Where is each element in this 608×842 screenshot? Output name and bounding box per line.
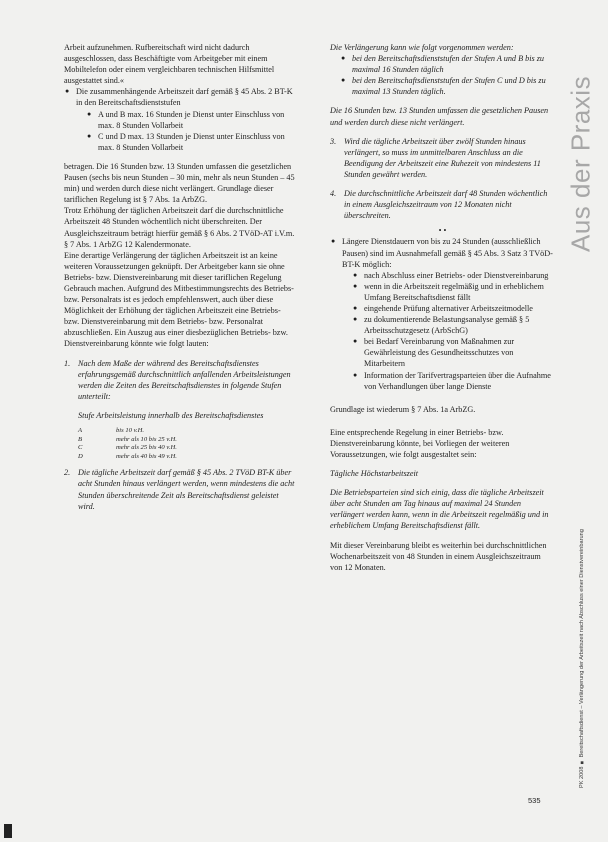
bullet-text: Längere Dienstdauern von bis zu 24 Stunden (ausschließlich Pausen) sind im Ausnahmefall gemäß § 45 Abs. 3 Satz 3 TVöD-BT-K möglich: [342,237,553,269]
condition-item: ● bei Bedarf Vereinbarung von Maßnahmen zur Gewährleistung des Gesundheitsschutzes von Mitarbeitern [352,336,555,369]
numbered-item-3 [330,136,555,180]
condition-item: ● eingehende Prüfung alternativer Arbeitszeitmodelle [352,303,555,314]
paragraph-verlaengerung-intro: Die Verlängerung kann wie folgt vorgenommen werden: [330,43,514,52]
condition-item: ● Information der Tarifvertragsparteien über die Aufnahme von Verhandlungen über lange Dienste [352,370,555,392]
condition-item: ● nach Abschluss einer Betriebs- oder Dienstvereinbarung [352,270,555,281]
bullet-text: Die zusammenhängende Arbeitszeit darf gemäß § 45 Abs. 2 BT-K in den Bereitschaftsdienststufen [76,87,293,108]
stufen-table [78,427,177,461]
right-column [330,42,555,573]
bullet-list-laengere-dienste [330,236,555,391]
numbered-item-2 [64,467,296,511]
item-text: Wird die tägliche Arbeitszeit über zwölf Stunden hinaus verlängert, so muss im unmittelbaren Anschluss an die Beendigung der Arbeitszeit eine Ruhezeit von mindestens 11 Stunden gewährt werden. [344,136,541,179]
paragraph-betragen: betragen. Die 16 Stunden bzw. 13 Stunden umfassen die gesetzlichen Pausen (sechs bis neun Stunden – 30 min, mehr als neun Stunden – 45 min) und werden durch diese nicht verlängert. Grundlage dieser tariflichen Regelung ist § 7 Abs. 1a ArbZG. [64,161,295,205]
table-row [78,453,177,462]
table-row [78,427,177,436]
condition-item: ● zu dokumentierende Belastungsanalyse gemäß § 5 Arbeitsschutzgesetz (ArbSchG) [352,314,555,336]
list-item: ● bei den Bereitschaftsdienststufen der Stufen A und B bis zu maximal 16 Stunden täglich [340,53,555,75]
bullet-zusammenhaengende-arbeitszeit [64,86,296,153]
paragraph-betriebsparteien: Die Betriebsparteien sind sich einig, dass die tägliche Arbeitszeit über acht Stunden am Tag hinaus auf maximal 24 Stunden verlängert werden kann, wenn in die Arbeitszeit regelmäßig und in erheblichem Umfang Bereitschaftsdienst fällt. [330,488,549,531]
section-side-title: Aus der Praxis [565,75,596,253]
bullet-list-arbeitszeit [64,86,296,153]
paragraph-16-stunden: Die 16 Stunden bzw. 13 Stunden umfassen die gesetzlichen Pausen und werden durch diese nicht verlängert. [330,106,549,127]
verlaengerung-list [340,53,555,97]
paragraph-grundlage: Grundlage ist wiederum § 7 Abs. 1a ArbZG. [330,404,476,414]
bullet-laengere-dienstdauern [330,236,555,391]
table-row [78,436,177,445]
item-number: 4. [330,189,337,199]
table-cell-text: mehr als 10 bis 25 v.H. [116,435,177,443]
sub-bullet-item: ● A und B max. 16 Stunden je Dienst unter Einschluss von max. 8 Stunden Vollarbeit [86,109,296,131]
numbered-item-4 [330,188,555,221]
item-text: Die tägliche Arbeitszeit darf gemäß § 45 Abs. 2 TVöD BT-K über acht Stunden hinaus verlängert werden, wenn mindestens die acht Stunden überschreitende Zeit als Bereitschaftsdienst geleistet wird. [78,468,295,511]
paragraph-trotz-erhoehung: Trotz Erhöhung der täglichen Arbeitszeit darf die durchschnittliche Arbeitszeit 48 Stunden wöchentlich nicht überschreiten. Der Ausgleichszeitraum beträgt hierfür gemäß § 6 Abs. 2 TVöD-AT i.V.m. § 7 Abs. 1 ArbZG 12 Kalendermonate. [64,206,295,249]
table-heading: Stufe Arbeitsleistung innerhalb des Bereitschaftsdienstes [78,410,264,420]
item-number: 3. [330,136,337,146]
table-cell-stufe: C [78,444,83,452]
conditions-list [352,270,555,392]
label-taegliche-hoechstarbeitszeit: Tägliche Höchstarbeitszeit [330,469,419,479]
table-cell-stufe: D [78,452,83,460]
table-row [78,444,177,453]
table-cell-text: bis 10 v.H. [116,427,145,434]
page-number: 535 [528,796,541,805]
paragraph-entsprechende-regelung: Eine entsprechende Regelung in einer Betriebs- bzw. Dienstvereinbarung könnte, bei Vorliegen der weiteren Voraussetzungen, wie folgt ausgestaltet sein: [330,427,510,459]
paragraph-rufbereitschaft: Arbeit aufzunehmen. Rufbereitschaft wird nicht dadurch ausgeschlossen, dass Beschäftigte vom Arbeitgeber mit einem Mobiltelefon oder einem vergleichbaren technischen Hilfsmittel ausgestattet sind.« [64,43,275,86]
side-credit-line: PK 2008 ■ Bereitschaftsdienst – Verlängerung der Arbeitszeit nach Abschluss einer Dienstvereinbarung [579,529,585,788]
item-text: Nach dem Maße der während des Bereitschaftsdienstes erfahrungsgemäß durchschnittlich anfallenden Arbeitsleistungen werden die Zeiten des Bereitschaftsdienstes in folgende Stufen unterteilt: [78,358,291,401]
crop-mark [4,824,12,838]
left-column [64,42,296,512]
table-cell-stufe: A [78,427,83,434]
paragraph-vereinbarung: Mit dieser Vereinbarung bleibt es weiterhin bei durchschnittlichen Wochenarbeitszeit von 48 Stunden in einem Ausgleichszeitraum von 12 Monaten. [330,540,547,572]
sub-bullet-list [86,109,296,153]
paragraph-eine-derartige: Eine derartige Verlängerung der täglichen Arbeitszeit ist an keine weiteren Voraussetzungen geknüpft. Der Arbeitgeber kann sie ohne Betriebs- bzw. Dienstvereinbarung mit dieser tariflichen Regelung Gebrauch machen. Aufgrund des Mitbestimmungsrechts des Betriebs- bzw. Personalrats ist es jedoch empfehlenswert, auch über diese Möglichkeit der Erhöhung der täglichen Arbeitszeit eine Betriebs- bzw. Dienstvereinbarung mit dem Betriebs- bzw. Personalrat abzuschließen. Ein Auszug aus einer diesbezüglichen Betriebs- bzw. Dienstvereinbarung könnte wie folgt lauten: [64,250,294,349]
item-number: 1. [64,358,71,368]
separator-dots: • • [438,226,447,236]
table-cell-stufe: B [78,435,83,443]
condition-item: ● wenn in die Arbeitszeit regelmäßig und in erheblichem Umfang Bereitschaftsdienst fällt [352,281,555,303]
table-cell-text: mehr als 25 bis 40 v.H. [116,444,177,452]
item-text: Die durchschnittliche Arbeitszeit darf 48 Stunden wöchentlich in einem Ausgleichszeitraum von 12 Monaten nicht überschreiten. [344,189,548,221]
sub-bullet-item: ● C und D max. 13 Stunden je Dienst unter Einschluss von max. 8 Stunden Vollarbeit [86,131,296,153]
table-cell-text: mehr als 40 bis 49 v.H. [116,452,177,460]
numbered-item-1 [64,358,296,402]
item-number: 2. [64,468,71,478]
list-item: ● bei den Bereitschaftsdienststufen der Stufen C und D bis zu maximal 13 Stunden täglich. [340,75,555,97]
